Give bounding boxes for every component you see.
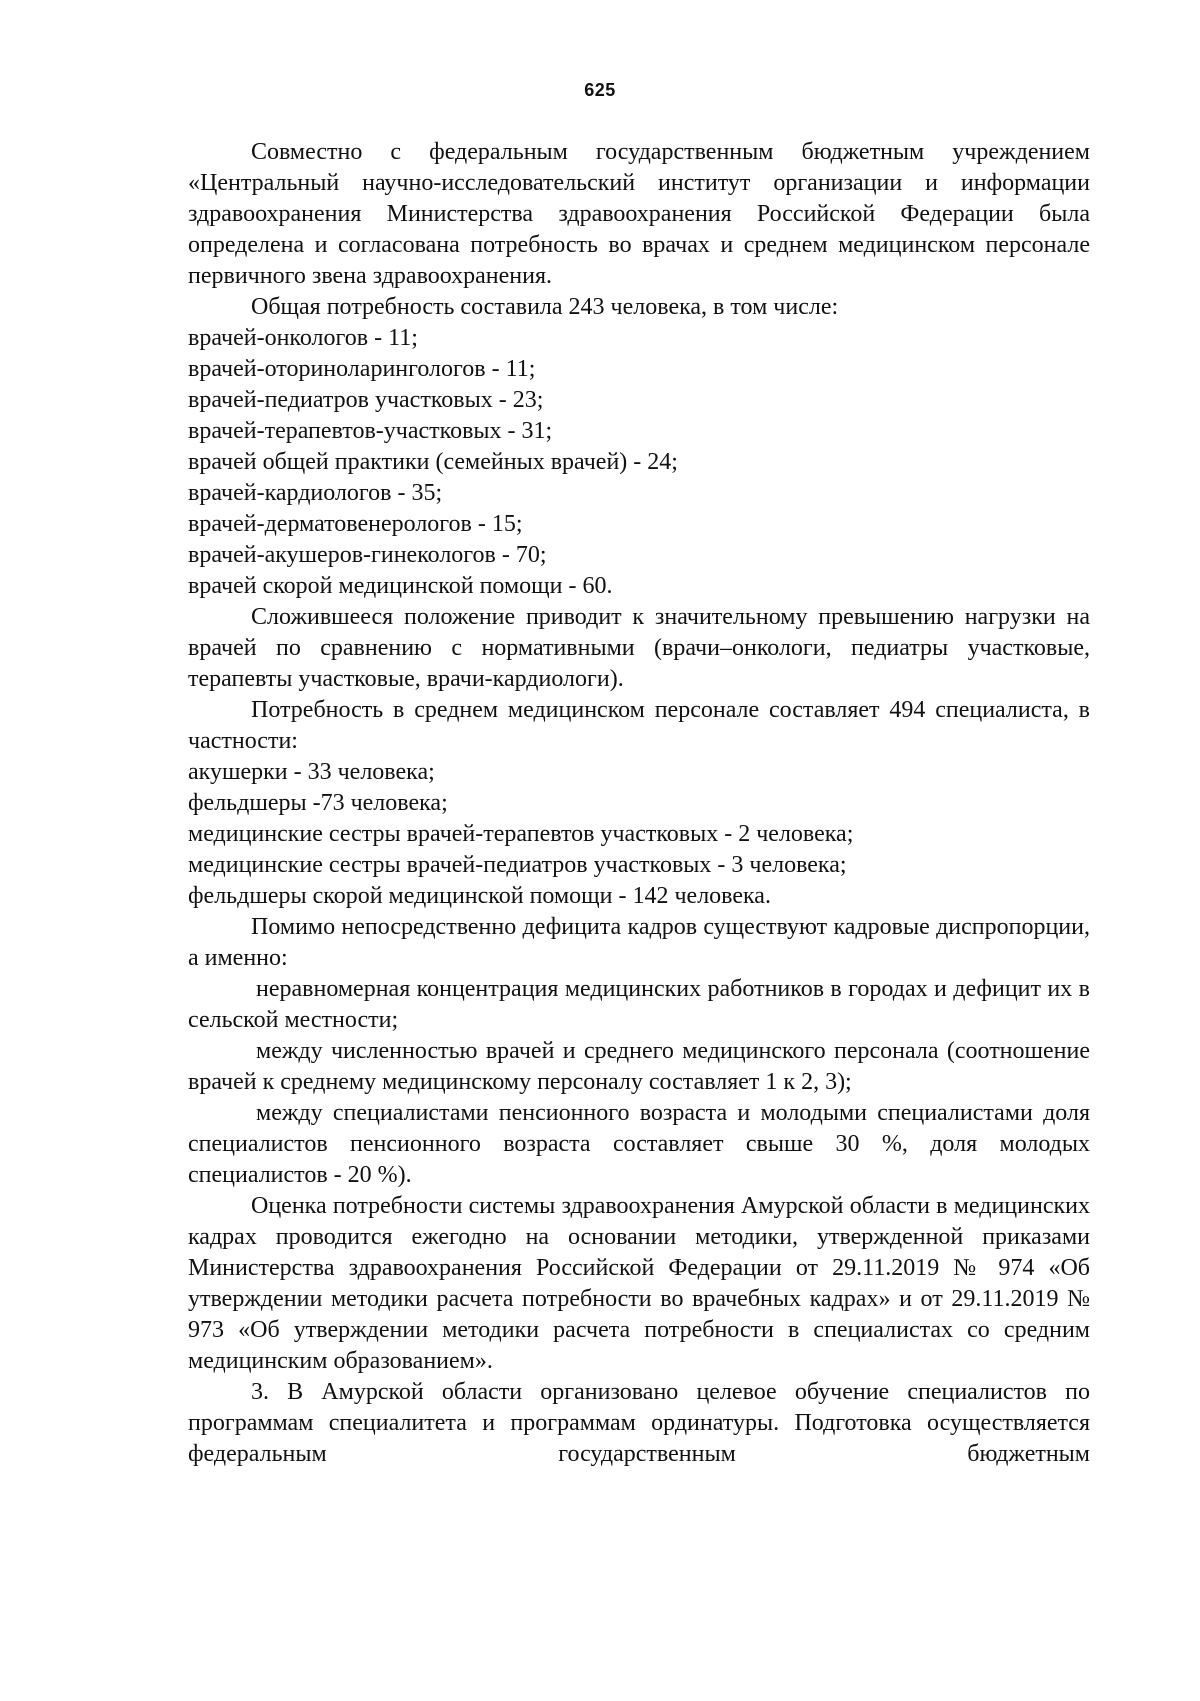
paragraph-total-need: Общая потребность составила 243 человека, в том числе: xyxy=(251,294,839,320)
list-item-disproportion: между специалистами пенсионного возраста и молодыми специалистами доля специалистов пенсионного возраста составляет свыше 30 %, доля молодых специалистов - 20 %). xyxy=(188,1100,1090,1188)
list-item-nurses: фельдшеры -73 человека; xyxy=(188,790,448,816)
document-body xyxy=(188,137,1090,1470)
paragraph-targeted-training: 3. В Амурской области организовано целевое обучение специалистов по программам специалитета и программам ординатуры. Подготовка осуществляется федеральным государственным бюджетным xyxy=(188,1379,1090,1467)
list-item-disproportion: неравномерная концентрация медицинских работников в городах и дефицит их в сельской местности; xyxy=(188,976,1090,1033)
list-item-disproportion: между численностью врачей и среднего медицинского персонала (соотношение врачей к среднему медицинскому персоналу составляет 1 к 2, 3); xyxy=(188,1038,1090,1095)
list-item-doctors: врачей скорой медицинской помощи - 60. xyxy=(188,573,613,599)
paragraph-cooperation: Совместно с федеральным государственным бюджетным учреждением «Центральный научно-исследовательский институт организации и информации здравоохранения Министерства здравоохранения Российской Федерации была определена и согласована потребность во врачах и среднем медицинском персонале первичного звена здравоохранения. xyxy=(188,139,1090,289)
paragraph-workload: Сложившееся положение приводит к значительному превышению нагрузки на врачей по сравнению с нормативными (врачи–онкологи, педиатры участковые, терапевты участковые, врачи-кардиологи). xyxy=(188,604,1090,692)
list-item-nurses: акушерки - 33 человека; xyxy=(188,759,435,785)
list-item-doctors: врачей-акушеров-гинекологов - 70; xyxy=(188,542,547,568)
list-item-nurses: фельдшеры скорой медицинской помощи - 142 человека. xyxy=(188,883,771,909)
list-item-doctors: врачей общей практики (семейных врачей) - 24; xyxy=(188,449,678,475)
list-item-nurses: медицинские сестры врачей-педиатров участковых - 3 человека; xyxy=(188,852,847,878)
list-item-doctors: врачей-терапевтов-участковых - 31; xyxy=(188,418,553,444)
paragraph-assessment: Оценка потребности системы здравоохранения Амурской области в медицинских кадрах проводится ежегодно на основании методики, утвержденной приказами Министерства здравоохранения Российской Федерации от 29.11.2019 № 974 «Об утверждении методики расчета потребности во врачебных кадрах» и от 29.11.2019 № 973 «Об утверждении методики расчета потребности в специалистах со средним медицинским образованием». xyxy=(188,1193,1090,1374)
list-item-doctors: врачей-педиатров участковых - 23; xyxy=(188,387,544,413)
page-number: 625 xyxy=(584,80,616,100)
list-item-doctors: врачей-оториноларингологов - 11; xyxy=(188,356,536,382)
paragraph-nursing-need: Потребность в среднем медицинском персонале составляет 494 специалиста, в частности: xyxy=(188,697,1090,754)
list-item-doctors: врачей-кардиологов - 35; xyxy=(188,480,443,506)
list-item-doctors: врачей-дерматовенерологов - 15; xyxy=(188,511,523,537)
list-item-doctors: врачей-онкологов - 11; xyxy=(188,325,418,351)
paragraph-disproportions: Помимо непосредственно дефицита кадров существуют кадровые диспропорции, а именно: xyxy=(188,914,1090,971)
list-item-nurses: медицинские сестры врачей-терапевтов участковых - 2 человека; xyxy=(188,821,854,847)
